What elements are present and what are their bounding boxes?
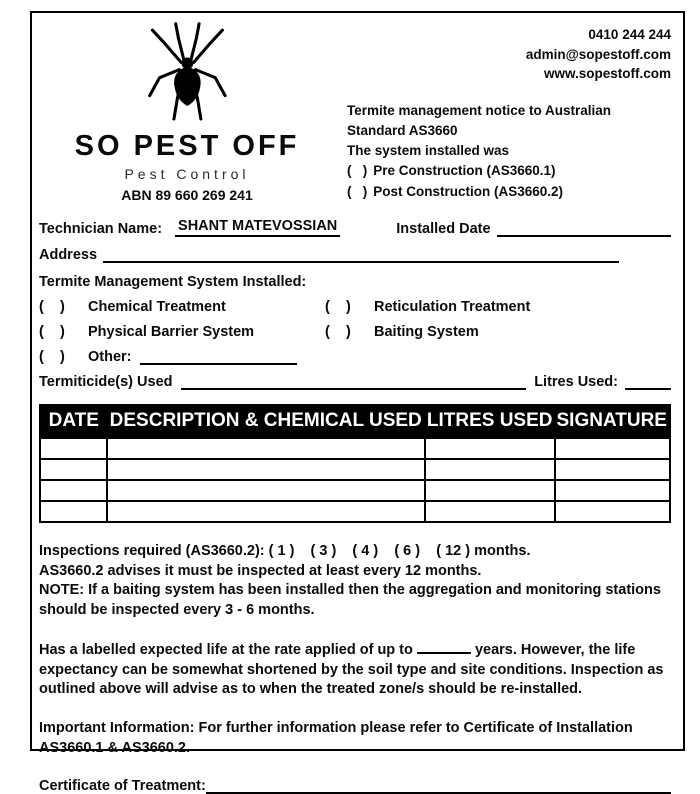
- litres-used-field[interactable]: [625, 375, 671, 390]
- table-header-row: [40, 405, 670, 438]
- description-cell[interactable]: [107, 459, 425, 480]
- physical-barrier-checkbox[interactable]: ( ): [39, 324, 65, 340]
- description-column-header: DESCRIPTION & CHEMICAL USED: [107, 405, 425, 438]
- signature-column-header: SIGNATURE: [555, 405, 671, 438]
- contact-block: [335, 25, 671, 84]
- installed-date-label: Installed Date: [396, 221, 491, 237]
- baiting-system-label: Baiting System: [374, 324, 479, 340]
- inspections-line-2: AS3660.2 advises it must be inspected at least every 12 months.: [39, 562, 482, 579]
- brand-tagline: Pest Control: [124, 166, 250, 182]
- post-construction-option: [347, 182, 671, 202]
- certificate-row: [39, 778, 671, 794]
- expected-life-text-before: Has a labelled expected life at the rate applied of up to: [39, 641, 413, 658]
- description-cell[interactable]: [107, 480, 425, 501]
- litres-column-header: LITRES USED: [425, 405, 555, 438]
- reticulation-treatment-label: Reticulation Treatment: [374, 299, 531, 315]
- litres-used-label: Litres Used:: [534, 374, 618, 390]
- other-label: Other:: [88, 349, 132, 365]
- termiticide-row: [39, 374, 671, 390]
- signature-cell[interactable]: [555, 501, 671, 522]
- notice-block: [347, 101, 671, 202]
- expected-life-years-field[interactable]: [417, 640, 471, 654]
- system-installed-heading: Termite Management System Installed:: [39, 274, 307, 290]
- table-row: [40, 501, 670, 522]
- litres-cell[interactable]: [425, 501, 555, 522]
- notice-intro: The system installed was: [347, 143, 510, 159]
- table-row: [40, 459, 670, 480]
- address-row: [39, 247, 671, 263]
- date-cell[interactable]: [40, 501, 107, 522]
- other-field[interactable]: [140, 350, 297, 365]
- treatment-row-1: [39, 299, 671, 315]
- date-column-header: DATE: [40, 405, 107, 438]
- physical-barrier-label: Physical Barrier System: [88, 324, 255, 340]
- date-cell[interactable]: [40, 459, 107, 480]
- treatment-row-2: [39, 324, 671, 340]
- reticulation-treatment-checkbox[interactable]: ( ): [325, 299, 351, 315]
- signature-cell[interactable]: [555, 480, 671, 501]
- table-row: [40, 438, 670, 459]
- litres-cell[interactable]: [425, 480, 555, 501]
- address-label: Address: [39, 247, 98, 263]
- pre-construction-label: Pre Construction (AS3660.1): [373, 163, 556, 179]
- date-cell[interactable]: [40, 438, 107, 459]
- chemical-treatment-checkbox[interactable]: ( ): [39, 299, 65, 315]
- pre-construction-option: [347, 161, 671, 181]
- address-field[interactable]: [103, 248, 619, 263]
- post-construction-checkbox[interactable]: ( ): [347, 183, 368, 199]
- post-construction-label: Post Construction (AS3660.2): [373, 183, 564, 199]
- expected-life-paragraph: [39, 640, 671, 700]
- form-header: [39, 20, 671, 203]
- logo-block: [39, 20, 335, 203]
- treatment-row-other: [39, 349, 671, 365]
- other-checkbox[interactable]: ( ): [39, 349, 65, 365]
- contact-phone: 0410 244 244: [588, 27, 671, 42]
- installed-date-field[interactable]: [497, 222, 671, 237]
- litres-cell[interactable]: [425, 438, 555, 459]
- brand-name: SO PEST OFF: [74, 130, 300, 162]
- inspections-note: NOTE: If a baiting system has been installed then the aggregation and monitoring stations should be inspected every 3 - 6 months.: [39, 582, 661, 619]
- notice-title: Termite management notice to Australian Standard AS3660: [347, 102, 612, 138]
- brand-abn: ABN 89 660 269 241: [121, 187, 253, 203]
- baiting-system-checkbox[interactable]: ( ): [325, 324, 351, 340]
- termite-management-form: [30, 11, 685, 794]
- signature-cell[interactable]: [555, 438, 671, 459]
- technician-name-label: Technician Name:: [39, 221, 163, 237]
- description-cell[interactable]: [107, 501, 425, 522]
- technician-name-value: SHANT MATEVOSSIAN: [175, 218, 340, 237]
- chemical-treatment-label: Chemical Treatment: [88, 299, 226, 315]
- signature-cell[interactable]: [555, 459, 671, 480]
- litres-cell[interactable]: [425, 459, 555, 480]
- date-cell[interactable]: [40, 480, 107, 501]
- termiticide-field[interactable]: [181, 375, 527, 390]
- chemical-log-table: [39, 404, 671, 523]
- important-information-paragraph: Important Information: For further information please refer to Certificate of Installation AS3660.1 & AS3660.2.: [39, 720, 633, 756]
- spider-icon: [39, 22, 335, 128]
- contact-email: admin@sopestoff.com: [525, 46, 671, 62]
- pre-construction-checkbox[interactable]: ( ): [347, 163, 368, 179]
- description-cell[interactable]: [107, 438, 425, 459]
- expected-life-text-after: years. However, the life expectancy can be somewhat shortened by the soil type and site conditions. Inspection as outlined above will advise as to when the treated zone/s should be re-installed.: [39, 641, 664, 698]
- inspections-line-1: Inspections required (AS3660.2): ( 1 ) ( 3 ) ( 4 ) ( 6 ) ( 12 ) months.: [39, 543, 531, 559]
- inspections-paragraph: [39, 542, 671, 621]
- contact-website: www.sopestoff.com: [543, 66, 671, 82]
- technician-row: [39, 218, 671, 237]
- table-row: [40, 480, 670, 501]
- termiticide-label: Termiticide(s) Used: [39, 374, 173, 390]
- certificate-of-treatment-field[interactable]: [206, 779, 671, 794]
- certificate-of-treatment-label: Certificate of Treatment:: [39, 778, 206, 794]
